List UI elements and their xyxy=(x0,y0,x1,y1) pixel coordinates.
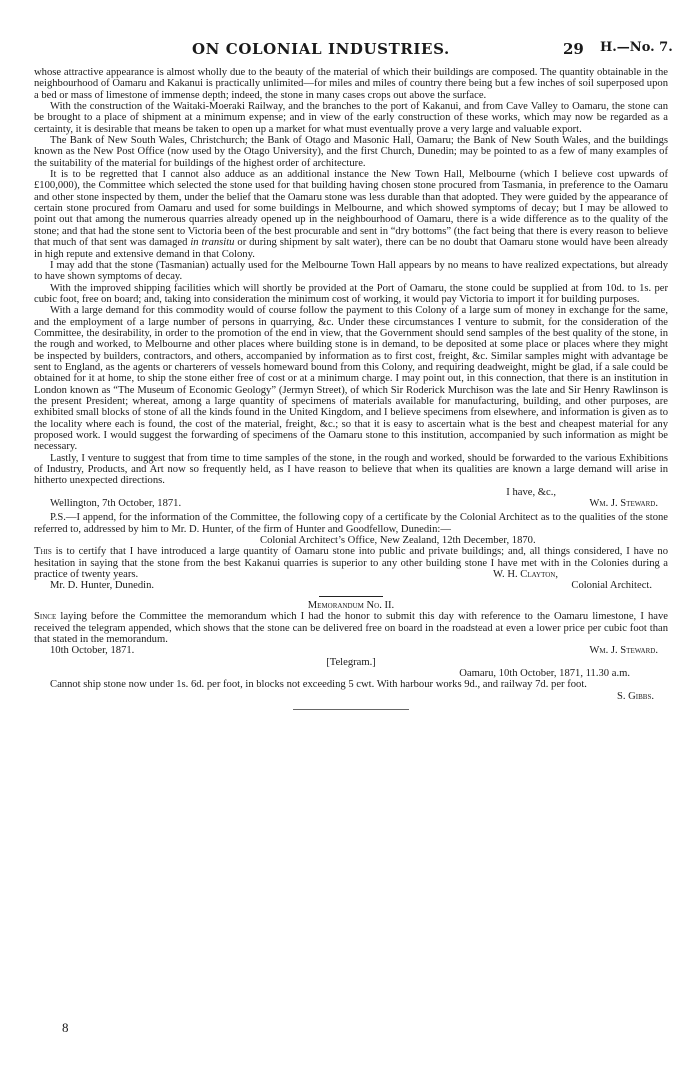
paragraph-banks: The Bank of New South Wales, Christchurch; the Bank of Otago and Masonic Hall, Oamaru; the Bank of New South Wales, and the buildings known as the New Post Office (now used by the Otago University), and the first Church, Dunedin; may be pointed to as a few of many examples of the suitability of the material for buildings of the highest order of architecture. xyxy=(34,135,668,169)
paragraph-exhibitions: Lastly, I venture to suggest that from time to time samples of the stone, in the rough and worked, should be forwarded to the various Exhibitions of Industry, Products, and Art now so frequently held, as I have reason to believe that when its qualities are known a large demand will arise in hitherto unexpected directions. xyxy=(34,452,668,487)
memo-signature: Wm. J. Steward. xyxy=(589,645,658,657)
memo-lead-word: Since xyxy=(34,611,57,623)
running-header xyxy=(0,40,700,60)
memo-body: laying before the Committee the memorandum which I had the honor to submit this day with reference to the Oamaru limestone, I have received the telegram appended, which shows that the stone can be delivered free on board in the roadstead at even a lower price per cubic foot than that stated in the memorandum. xyxy=(34,611,668,645)
certificate-body: is to certify that I have introduced a large quantity of Oamaru stone into public and private buildings; and, all things considered, I have no hesitation in saying that the stone from the best Kakanui quarries is superior to any other building stone I have met with in the Colonies during a practice of twenty years. xyxy=(34,546,668,581)
page-number: 29 xyxy=(563,40,584,58)
memo-date: 10th October, 1871. xyxy=(50,645,135,657)
italic-phrase: in transitu xyxy=(190,237,235,249)
telegram-heading: [Telegram.] xyxy=(326,656,376,668)
document-reference: H.—No. 7. xyxy=(600,40,673,55)
letter-signature-row xyxy=(34,498,668,509)
memo-signature-row xyxy=(34,645,668,656)
paragraph-melbourne-town-hall xyxy=(34,169,668,260)
postscript: P.S.—I append, for the information of the Committee, the following copy of a certificate by the Colonial Architect as to the qualities of the stone referred to, addressed by him to Mr. D. Hunter, of the firm of Hunter and Goodfellow, Dunedin:— xyxy=(34,512,668,535)
certificate-office-line: Colonial Architect’s Office, New Zealand, 12th December, 1870. xyxy=(260,535,536,547)
memo-heading: Memorandum No. II. xyxy=(307,599,395,611)
certificate-lead-word: This xyxy=(34,546,52,558)
section-divider xyxy=(319,596,383,597)
certificate-addressee: Mr. D. Hunter, Dunedin. xyxy=(50,580,155,592)
paragraph-shipping: With the improved shipping facilities which will shortly be provided at the Port of Oamaru, the stone could be supplied at from 10d. to 1s. per cubic foot, free on board; and, taking into consideration the minimum cost of working, it would pay Victoria to import it for building purposes. xyxy=(34,282,668,305)
letter-signature: Wm. J. Steward. xyxy=(589,498,658,510)
document-body xyxy=(34,67,668,710)
certificate-signature-row xyxy=(34,580,668,591)
end-rule xyxy=(293,709,409,710)
certificate-signer-title: Colonial Architect. xyxy=(571,580,652,592)
paragraph-text: or during shipment by salt water), there can be no doubt that Oamaru stone would have been already in high repute and extensive demand in that Colony. xyxy=(34,237,668,260)
telegram-place-time: Oamaru, 10th October, 1871, 11.30 a.m. xyxy=(459,667,630,679)
paragraph-continuation: whose attractive appearance is almost wholly due to the beauty of the material of which their buildings are composed. The quantity obtainable in the neighbourhood of Oamaru and Kakanui is practically unlimited—for miles and miles of country there being but a few inches of soil superposed upon a bed or mass of limestone of immense depth; indeed, the stone in many cases crops out above the surface. xyxy=(34,67,668,101)
letter-closing: I have, &c., xyxy=(506,486,556,498)
certificate-signer: W. H. Clayton, xyxy=(493,569,558,581)
telegram-text: Cannot ship stone now under 1s. 6d. per foot, in blocks not exceeding 5 cwt. With harbour works 9d., and railway 7d. per foot. xyxy=(50,679,587,691)
memo-text xyxy=(34,611,668,645)
sheet-folio: 8 xyxy=(62,1020,69,1035)
paragraph-railway: With the construction of the Waitaki-Moeraki Railway, and the branches to the port of Kakanui, and from Cave Valley to Oamaru, the stone can be brought to a place of shipment at a minimum expense; and in view of the early construction of these works, which may now be regarded as a certainty, it is desirable that means be taken to open up a market for what must eventually prove a very large and valuable export. xyxy=(34,101,668,135)
telegram-signature: S. Gibbs. xyxy=(616,690,654,702)
paragraph-text: It is to be regretted that I cannot also adduce as an additional instance the New Town Hall, Melbourne (which I believe cost upwards of £100,000), the Committee which selected the stone used for that building having chosen stone procured from Tasmania, in preference to the Oamaru and other stone inspected by them, under the belief that the Oamaru stone was less durable than that adopted. They were guided by the appearance of certain stone procured from Oamaru and used for some buildings in Melbourne, and which showed symptoms of decay; but I may be allowed to point out that among the numerous quarries already opened up in the neighbourhood of Oamaru, there is a wide difference as to the quality of the stone; and that had the stone sent to Victoria been of the best procurable and sent in “dry bottoms” (the fact being that there is every reason to believe that much of that sent was damaged xyxy=(34,169,668,249)
paragraph-demand: With a large demand for this commodity would of course follow the payment to this Colony of a large sum of money in exchange for the same, and the employment of a large number of persons in quarrying, &c. Under these circumstances I venture to submit, for the consideration of the Committee, the desirability, in order to the promotion of the end in view, that the Government should send samples of the best quality of the stone, in the rough and worked, to Melbourne and other places where building stone is in demand, to be deposited at some place or places where they might be inspected by builders, contractors, and others, accompanied by information as to first cost, freight, &c. Similar samples might with advantage be sent to England, as the agents or charterers of vessels homeward bound from this Colony, and requiring deadweight, might be glad, if a sale could be obtained for it at home, to ship the stone either free of cost or at a minimum charge. I may point out, in this connection, that there is an institution in London known as “The Museum of Economic Geology” (Jermyn Street), of which Sir Roderick Murchison was the late and Sir Henry Rawlinson is the present President; whereat, among a large quantity of specimens of materials available for manufacturing, building, and other purposes, are exhibited small blocks of stone of all the kinds found in the United Kingdom, and I believe specimens from elsewhere, and information is given as to the locality where each is found, the cost of the material, freight, &c.; so that it is easy to ascertain what is the best and cheapest material for any proposed work. I would suggest the forwarding of specimens of the Oamaru stone to this institution, accompanied by such information as might be necessary. xyxy=(34,305,668,453)
paragraph-tasmanian-stone: I may add that the stone (Tasmanian) actually used for the Melbourne Town Hall appears by no means to have realized expectations, but already to have shown symptoms of decay. xyxy=(34,259,668,283)
running-title: ON COLONIAL INDUSTRIES. xyxy=(192,40,450,58)
certificate-text xyxy=(34,546,668,580)
letter-place-date: Wellington, 7th October, 1871. xyxy=(50,498,182,510)
